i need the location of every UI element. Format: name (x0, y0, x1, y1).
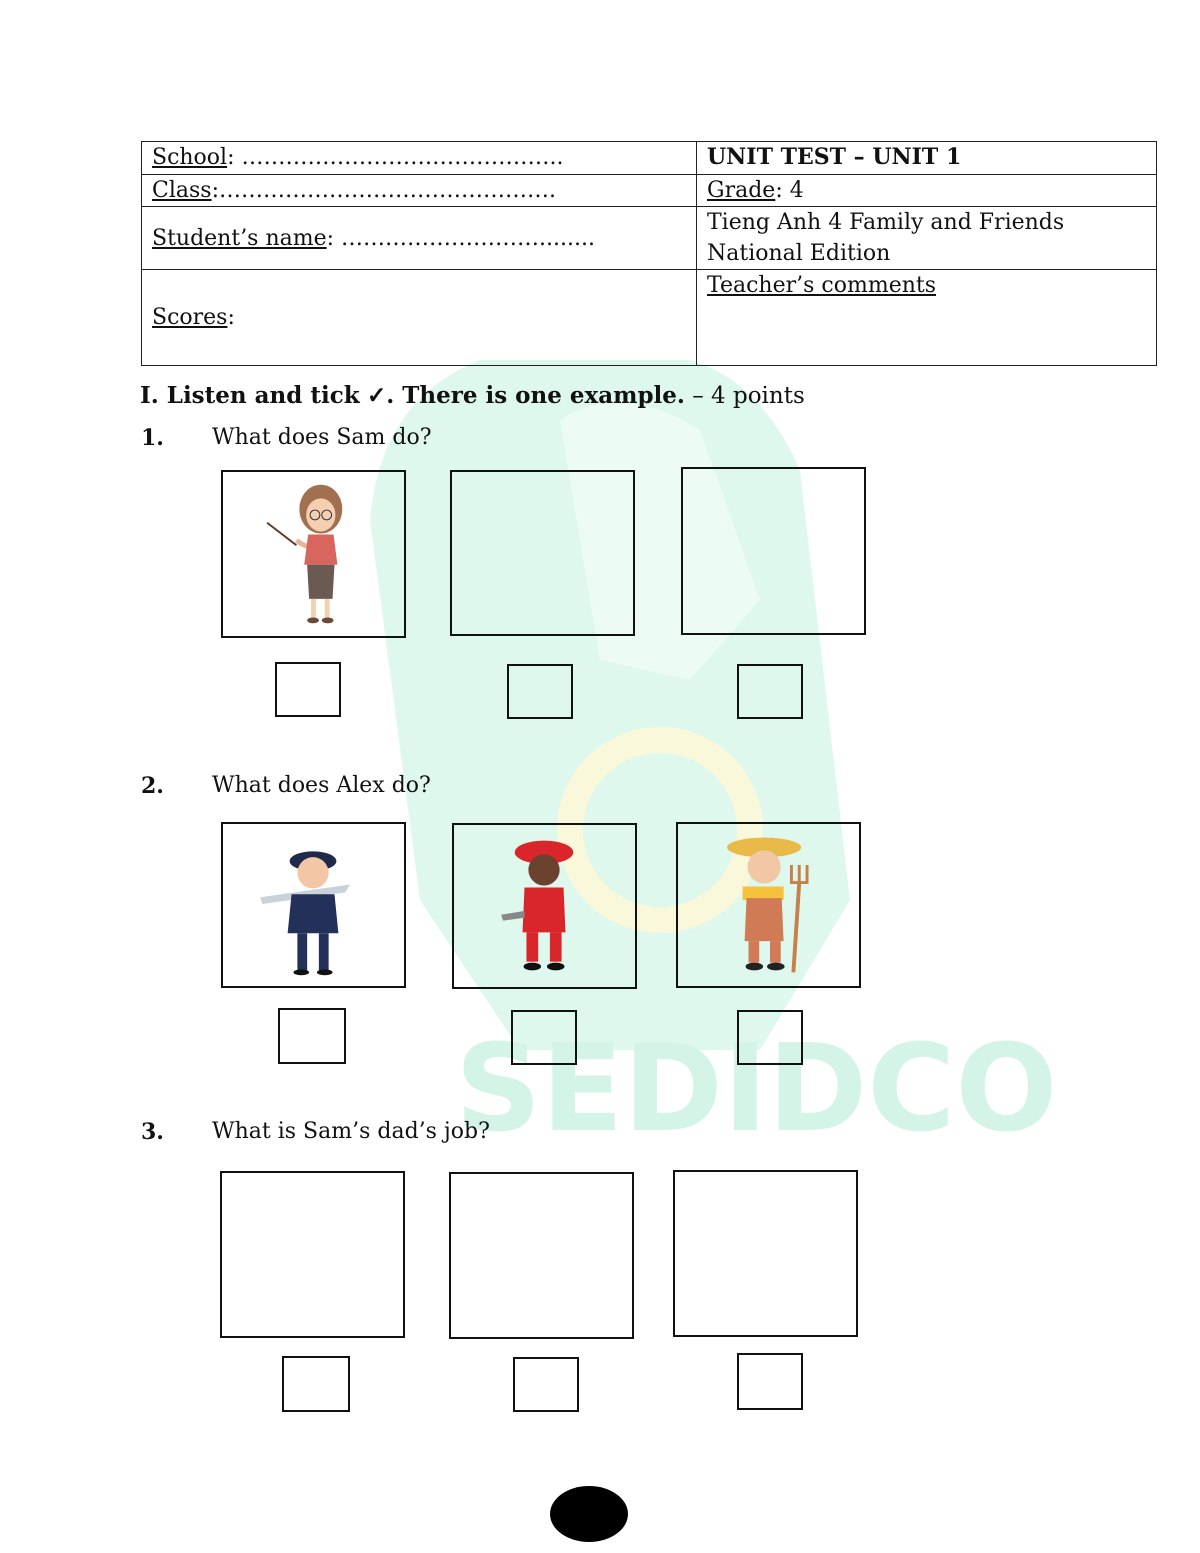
q2-picture-farmer (676, 822, 861, 988)
q3-tick-box-3[interactable] (737, 1353, 803, 1410)
grade-value: : 4 (775, 178, 804, 203)
scores-label: Scores (152, 305, 228, 330)
q1-tick-box-2[interactable] (507, 664, 573, 719)
class-dots: :………………………………………. (211, 178, 556, 203)
grade-cell (697, 175, 1157, 207)
q3-tick-box-1[interactable] (282, 1356, 350, 1412)
q2-picture-firefighter (452, 823, 637, 989)
q2-tick-box-3[interactable] (737, 1010, 803, 1065)
q2-tick-box-1[interactable] (278, 1008, 346, 1064)
section-instruction: I. Listen and tick (140, 382, 360, 409)
question-3-number: 3. (141, 1119, 164, 1145)
watermark-text: SEDIDCO (455, 1020, 1058, 1159)
school-dots: : …………………………………….. (227, 145, 564, 170)
q1-picture-3 (681, 467, 866, 635)
pilot-illustration (223, 824, 404, 986)
book-title-line1: Tieng Anh 4 Family and Friends (707, 210, 1065, 235)
question-1-text: What does Sam do? (212, 425, 432, 450)
scores-colon: : (227, 305, 235, 330)
test-title: UNIT TEST – UNIT 1 (697, 142, 1157, 175)
student-name-cell[interactable] (142, 207, 697, 270)
q1-picture-2 (450, 470, 635, 636)
book-title-line2: National Edition (707, 241, 891, 266)
class-cell[interactable] (142, 175, 697, 207)
question-1-number: 1. (141, 425, 164, 451)
q1-tick-box-1[interactable] (275, 662, 341, 717)
firefighter-illustration (454, 825, 635, 987)
q1-tick-box-3[interactable] (737, 664, 803, 719)
comments-cell[interactable] (697, 270, 1157, 366)
question-2-text: What does Alex do? (212, 773, 431, 798)
q3-picture-2 (449, 1172, 634, 1339)
q3-tick-box-2[interactable] (513, 1357, 579, 1412)
q3-picture-1 (220, 1171, 405, 1338)
student-name-label: Student’s name (152, 225, 327, 251)
section-1-title (140, 380, 805, 412)
section-points: – 4 points (684, 383, 805, 409)
grade-label: Grade (707, 178, 776, 203)
q2-tick-box-2[interactable] (511, 1010, 577, 1065)
question-2-number: 2. (141, 773, 164, 799)
book-cell (697, 207, 1157, 270)
check-icon: ✓ (366, 382, 387, 409)
scores-cell[interactable] (142, 270, 697, 366)
farmer-illustration (678, 824, 859, 986)
teacher-illustration (223, 472, 404, 636)
school-cell[interactable] (142, 142, 697, 175)
school-label: School (152, 145, 228, 170)
q2-picture-pilot (221, 822, 406, 988)
teacher-comments-label: Teacher’s comments (707, 273, 937, 298)
q1-picture-teacher (221, 470, 406, 638)
page-number-oval (550, 1486, 628, 1542)
student-name-dots: : ………………………........ (326, 225, 595, 251)
section-example-note: . There is one example. (386, 382, 685, 409)
question-3-text: What is Sam’s dad’s job? (212, 1119, 490, 1144)
student-info-table (141, 141, 1157, 366)
class-label: Class (152, 178, 212, 203)
q3-picture-3 (673, 1170, 858, 1337)
